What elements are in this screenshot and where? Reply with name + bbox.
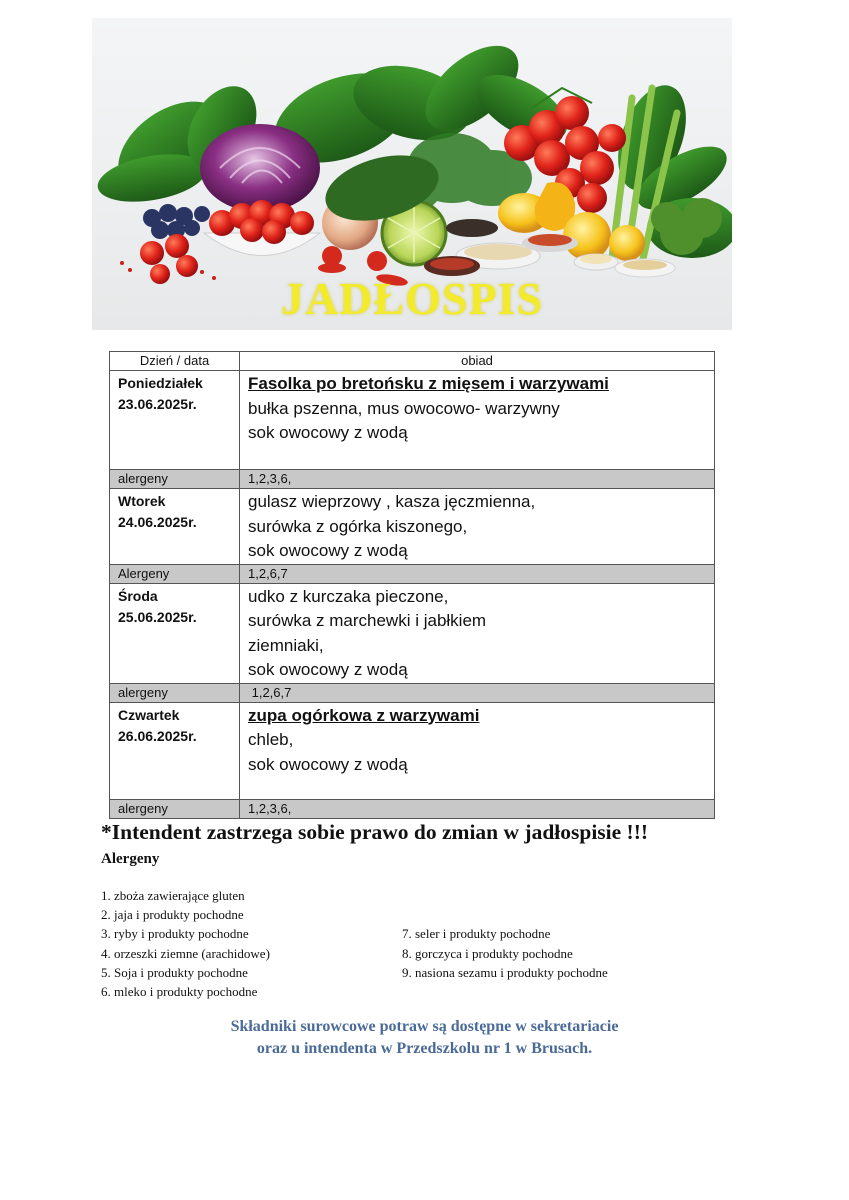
list-item: 9. nasiona sezamu i produkty pochodne xyxy=(402,964,608,980)
table-row xyxy=(110,489,715,565)
dish-line: chleb, xyxy=(248,730,294,749)
header-meal: obiad xyxy=(240,352,715,371)
dish-line: sok owocowy z wodą xyxy=(248,423,408,442)
ingredients-info xyxy=(0,1016,849,1060)
dish-line: ziemniaki, xyxy=(248,635,324,655)
menu-table xyxy=(109,351,715,819)
day-date: 24.06.2025r. xyxy=(118,514,197,530)
dish-cell xyxy=(240,371,715,470)
dish-line: sok owocowy z wodą xyxy=(248,541,408,560)
main-dish: zupa ogórkowa z warzywami xyxy=(248,705,480,725)
list-item: 4. orzeszki ziemne (arachidowe) xyxy=(101,945,270,961)
allergens-title: Alergeny xyxy=(101,851,160,867)
table-header-row xyxy=(110,352,715,371)
header-day: Dzień / data xyxy=(110,352,240,371)
allergen-codes: 1,2,6,7 xyxy=(240,564,715,583)
day-cell xyxy=(110,489,240,565)
allergen-row xyxy=(110,799,715,818)
dish-line: surówka z ogórka kiszonego, xyxy=(248,516,468,536)
table-row xyxy=(110,702,715,799)
main-dish: Fasolka po bretońsku z mięsem i warzywami xyxy=(248,374,609,393)
list-item: 5. Soja i produkty pochodne xyxy=(101,964,248,980)
day-date: 26.06.2025r. xyxy=(118,727,197,744)
dish-line: udko z kurczaka pieczone, xyxy=(248,586,449,606)
allergens-list-right xyxy=(402,924,608,982)
day-name: Środa xyxy=(118,587,158,604)
allergen-label: alergeny xyxy=(110,683,240,702)
allergen-label: Alergeny xyxy=(110,564,240,583)
dish-cell xyxy=(240,702,715,799)
list-item: 6. mleko i produkty pochodne xyxy=(101,984,258,1000)
allergen-row xyxy=(110,564,715,583)
list-item: 7. seler i produkty pochodne xyxy=(402,926,551,942)
allergen-codes: 1,2,6,7 xyxy=(240,683,715,702)
dish-line: surówka z marchewki i jabłkiem xyxy=(248,611,487,630)
day-cell xyxy=(110,583,240,683)
dish-line: gulasz wieprzowy , kasza jęczmienna, xyxy=(248,492,536,511)
dish-line: bułka pszenna, mus owocowo- warzywny xyxy=(248,398,560,418)
list-item: 3. ryby i produkty pochodne xyxy=(101,926,249,942)
dish-cell xyxy=(240,489,715,565)
dish-line: sok owocowy z wodą xyxy=(248,754,408,774)
day-cell xyxy=(110,702,240,799)
list-item: 2. jaja i produkty pochodne xyxy=(101,907,244,923)
footer-line: oraz u intendenta w Przedszkolu nr 1 w Brusach. xyxy=(256,1040,593,1057)
change-notice: *Intendent zastrzega sobie prawo do zmian w jadłospisie !!! xyxy=(101,820,649,844)
allergen-codes: 1,2,3,6, xyxy=(240,470,715,489)
allergen-row xyxy=(110,683,715,702)
day-date: 25.06.2025r. xyxy=(118,608,197,625)
menu-title: JADŁOSPIS xyxy=(280,273,544,324)
day-date: 23.06.2025r. xyxy=(118,396,197,412)
dish-line: sok owocowy z wodą xyxy=(248,660,408,679)
dish-cell xyxy=(240,583,715,683)
day-name: Poniedziałek xyxy=(118,375,203,391)
day-name: Czwartek xyxy=(118,706,180,723)
table-row xyxy=(110,371,715,470)
allergen-row xyxy=(110,470,715,489)
table-row xyxy=(110,583,715,683)
allergen-label: alergeny xyxy=(110,470,240,489)
allergen-codes: 1,2,3,6, xyxy=(240,799,715,818)
day-name: Wtorek xyxy=(118,493,166,509)
allergen-label: alergeny xyxy=(110,799,240,818)
day-cell xyxy=(110,371,240,470)
list-item: 8. gorczyca i produkty pochodne xyxy=(402,945,573,961)
hero-banner xyxy=(92,18,732,330)
footer-line: Składniki surowcowe potraw są dostępne w sekretariacie xyxy=(230,1018,619,1035)
list-item: 1. zboża zawierające gluten xyxy=(101,888,245,903)
allergens-list-left xyxy=(101,886,270,1001)
